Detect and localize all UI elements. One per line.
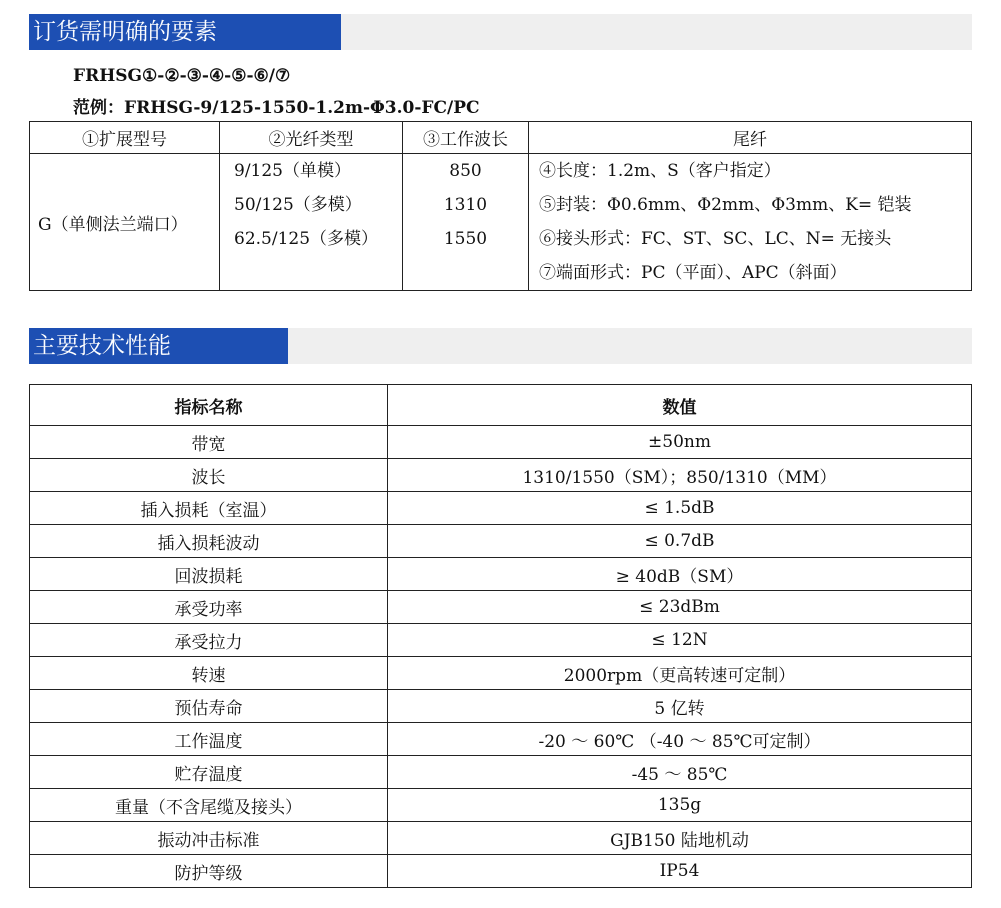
specs-section-header xyxy=(29,328,972,364)
column-header-value: 数值 xyxy=(388,385,972,426)
wavelength-item: 1550 xyxy=(443,229,488,249)
fiber-type-cell xyxy=(220,154,403,291)
pigtail-option: ⑤封装：Φ0.6mm、Φ2mm、Φ3mm、K= 铠装 xyxy=(539,195,912,215)
spec-name: 振动冲击标准 xyxy=(30,822,388,855)
table-row xyxy=(30,591,972,624)
spec-name: 回波损耗 xyxy=(30,558,388,591)
spec-value: 135g xyxy=(388,789,972,822)
table-row xyxy=(30,690,972,723)
table-row xyxy=(30,789,972,822)
model-code-example: 范例：FRHSG-9/125-1550-1.2m-Φ3.0-FC/PC xyxy=(73,98,480,118)
wavelength-cell xyxy=(403,154,529,291)
wavelength-item: 850 xyxy=(449,161,482,181)
column-header-parameter: 指标名称 xyxy=(30,385,388,426)
spec-value: 2000rpm（更高转速可定制） xyxy=(388,657,972,690)
specs-section-title: 主要技术性能 xyxy=(29,328,288,364)
spec-value: IP54 xyxy=(388,855,972,888)
column-header-extension: ①扩展型号 xyxy=(30,122,220,154)
ordering-section-title: 订货需明确的要素 xyxy=(29,14,341,50)
spec-name: 贮存温度 xyxy=(30,756,388,789)
spec-name: 预估寿命 xyxy=(30,690,388,723)
table-row xyxy=(30,426,972,459)
column-header-wavelength: ③工作波长 xyxy=(403,122,529,154)
column-header-fiber-type: ②光纤类型 xyxy=(220,122,403,154)
fiber-type-item: 50/125（多模） xyxy=(234,195,362,215)
specs-table xyxy=(29,384,972,888)
spec-name: 承受拉力 xyxy=(30,624,388,657)
specs-table-header-row xyxy=(30,385,972,426)
table-row xyxy=(30,525,972,558)
spec-name: 工作温度 xyxy=(30,723,388,756)
table-row xyxy=(30,459,972,492)
fiber-type-item: 62.5/125（多模） xyxy=(234,229,379,249)
pigtail-cell xyxy=(529,154,972,291)
spec-value: ≤ 12N xyxy=(388,624,972,657)
spec-name: 转速 xyxy=(30,657,388,690)
spec-value: ≤ 23dBm xyxy=(388,591,972,624)
spec-name: 承受功率 xyxy=(30,591,388,624)
spec-value: ±50nm xyxy=(388,426,972,459)
table-row xyxy=(30,558,972,591)
spec-value: -20 ～ 60℃ （-40 ～ 85℃可定制） xyxy=(388,723,972,756)
ordering-section-header xyxy=(29,14,972,50)
spec-value: 1310/1550（SM）；850/1310（MM） xyxy=(388,459,972,492)
wavelength-item: 1310 xyxy=(443,195,488,215)
pigtail-option: ⑥接头形式：FC、ST、SC、LC、N= 无接头 xyxy=(539,229,892,249)
spec-name: 波长 xyxy=(30,459,388,492)
ordering-table-header-row xyxy=(30,122,972,154)
table-row xyxy=(30,657,972,690)
spec-name: 插入损耗波动 xyxy=(30,525,388,558)
spec-value: 5 亿转 xyxy=(388,690,972,723)
fiber-type-spacer xyxy=(220,256,402,290)
column-header-pigtail: 尾纤 xyxy=(529,122,972,154)
fiber-type-item: 9/125（单模） xyxy=(234,161,351,181)
spec-name: 带宽 xyxy=(30,426,388,459)
spec-value: ≥ 40dB（SM） xyxy=(388,558,972,591)
table-row xyxy=(30,855,972,888)
extension-model-cell: G（单侧法兰端口） xyxy=(30,154,220,291)
wavelength-spacer xyxy=(403,256,528,290)
spec-name: 防护等级 xyxy=(30,855,388,888)
pigtail-option: ④长度：1.2m、S（客户指定） xyxy=(539,161,781,181)
table-row xyxy=(30,624,972,657)
spec-value: GJB150 陆地机动 xyxy=(388,822,972,855)
ordering-table-body-row xyxy=(30,154,972,291)
spec-value: -45 ～ 85℃ xyxy=(388,756,972,789)
pigtail-option: ⑦端面形式：PC（平面）、APC（斜面） xyxy=(539,263,847,283)
model-code-format: FRHSG①-②-③-④-⑤-⑥/⑦ xyxy=(73,66,291,86)
table-row xyxy=(30,723,972,756)
ordering-table xyxy=(29,121,972,291)
table-row xyxy=(30,822,972,855)
table-row xyxy=(30,492,972,525)
table-row xyxy=(30,756,972,789)
spec-name: 重量（不含尾缆及接头） xyxy=(30,789,388,822)
spec-value: ≤ 1.5dB xyxy=(388,492,972,525)
spec-name: 插入损耗（室温） xyxy=(30,492,388,525)
spec-value: ≤ 0.7dB xyxy=(388,525,972,558)
